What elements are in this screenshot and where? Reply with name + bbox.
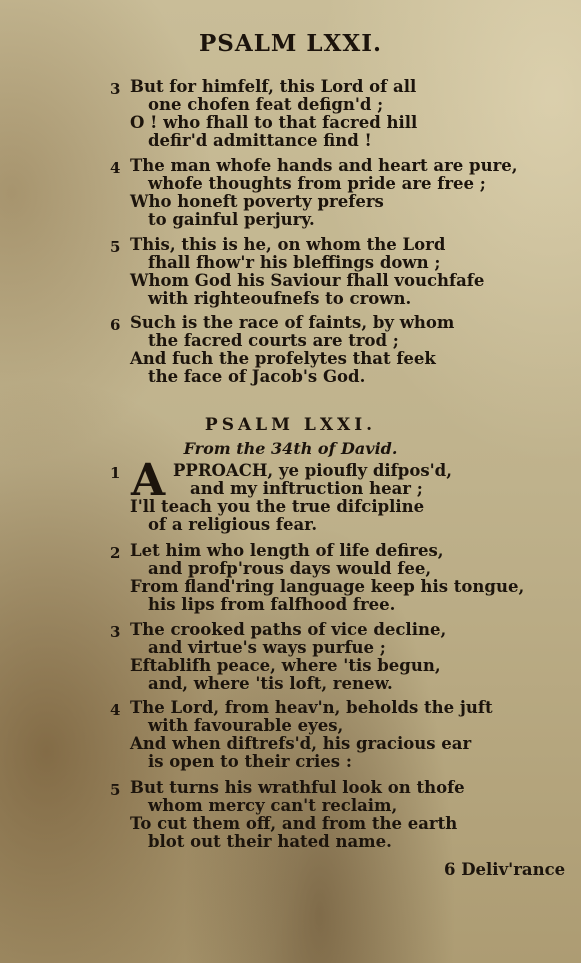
verse-line: with favourable eyes, bbox=[148, 716, 344, 735]
verse-number: 4 bbox=[110, 159, 121, 177]
psalm-title: PSALM LXXI. bbox=[204, 415, 377, 435]
verse-line: I'll teach you the true difcipline bbox=[130, 497, 425, 516]
verse-line: defir'd admittance find ! bbox=[148, 131, 372, 150]
verse-line: To cut them off, and from the earth bbox=[130, 814, 458, 833]
psalm-subtitle: From the 34th of David. bbox=[183, 439, 398, 458]
verse-line: Let him who length of life defires, bbox=[130, 541, 444, 560]
verse-line: to gainful perjury. bbox=[148, 210, 315, 229]
verse-line: PPROACH, ye pioufly difpos'd, bbox=[173, 461, 452, 480]
verse-line: and, where 'tis loft, renew. bbox=[148, 674, 393, 693]
verse-line: and my inftruction hear ; bbox=[190, 479, 423, 498]
verse-line: and virtue's ways purfue ; bbox=[148, 638, 386, 657]
verse-line: whofe thoughts from pride are free ; bbox=[148, 174, 486, 193]
verse-number: 6 bbox=[110, 316, 121, 334]
verse-line: whom mercy can't reclaim, bbox=[148, 796, 398, 815]
verse-number: 4 bbox=[110, 701, 121, 719]
verse-line: the face of Jacob's God. bbox=[148, 367, 366, 386]
verse-line: fhall fhow'r his bleffings down ; bbox=[148, 253, 441, 272]
verse-number: 3 bbox=[110, 623, 121, 641]
verse-line: The Lord, from heav'n, beholds the juft bbox=[130, 698, 493, 717]
drop-cap: A bbox=[131, 455, 166, 506]
verse-line: Whom God his Saviour fhall vouchfafe bbox=[130, 271, 485, 290]
verse-line: O ! who fhall to that facred hill bbox=[130, 113, 418, 132]
page-title: PSALM LXXI. bbox=[198, 30, 383, 57]
verse-line: The man whofe hands and heart are pure, bbox=[130, 156, 518, 175]
verse-line: and profp'rous days would fee, bbox=[148, 559, 432, 578]
verse-line: Eftablifh peace, where 'tis begun, bbox=[130, 656, 441, 675]
verse-line: one chofen feat defign'd ; bbox=[148, 95, 384, 114]
verse-line: is open to their cries : bbox=[148, 752, 352, 771]
verse-number: 5 bbox=[110, 781, 121, 799]
verse-line: But for himfelf, this Lord of all bbox=[130, 77, 417, 96]
verse-number: 1 bbox=[110, 464, 121, 482]
verse-line: of a religious fear. bbox=[148, 515, 318, 534]
verse-line: This, this is he, on whom the Lord bbox=[130, 235, 446, 254]
verse-number: 2 bbox=[110, 544, 121, 562]
verse-line: his lips from falfhood free. bbox=[148, 595, 396, 614]
running-head bbox=[0, 30, 581, 57]
verse-line: And fuch the profelytes that feek bbox=[130, 349, 436, 368]
catchword: 6 Deliv'rance bbox=[444, 860, 566, 879]
verse-line: Such is the race of faints, by whom bbox=[130, 313, 455, 332]
verse-line: the facred courts are trod ; bbox=[148, 331, 399, 350]
verse-line: The crooked paths of vice decline, bbox=[130, 620, 447, 639]
verse-line: Who honeft poverty prefers bbox=[130, 192, 384, 211]
verse-line: blot out their hated name. bbox=[148, 832, 392, 851]
verse-line: From fland'ring language keep his tongue, bbox=[130, 577, 525, 596]
verse-number: 5 bbox=[110, 238, 121, 256]
verse-line: with righteoufnefs to crown. bbox=[148, 289, 412, 308]
verse-line: And when diftrefs'd, his gracious ear bbox=[130, 734, 472, 753]
verse-line: But turns his wrathful look on thofe bbox=[130, 778, 465, 797]
verse-number: 3 bbox=[110, 80, 121, 98]
